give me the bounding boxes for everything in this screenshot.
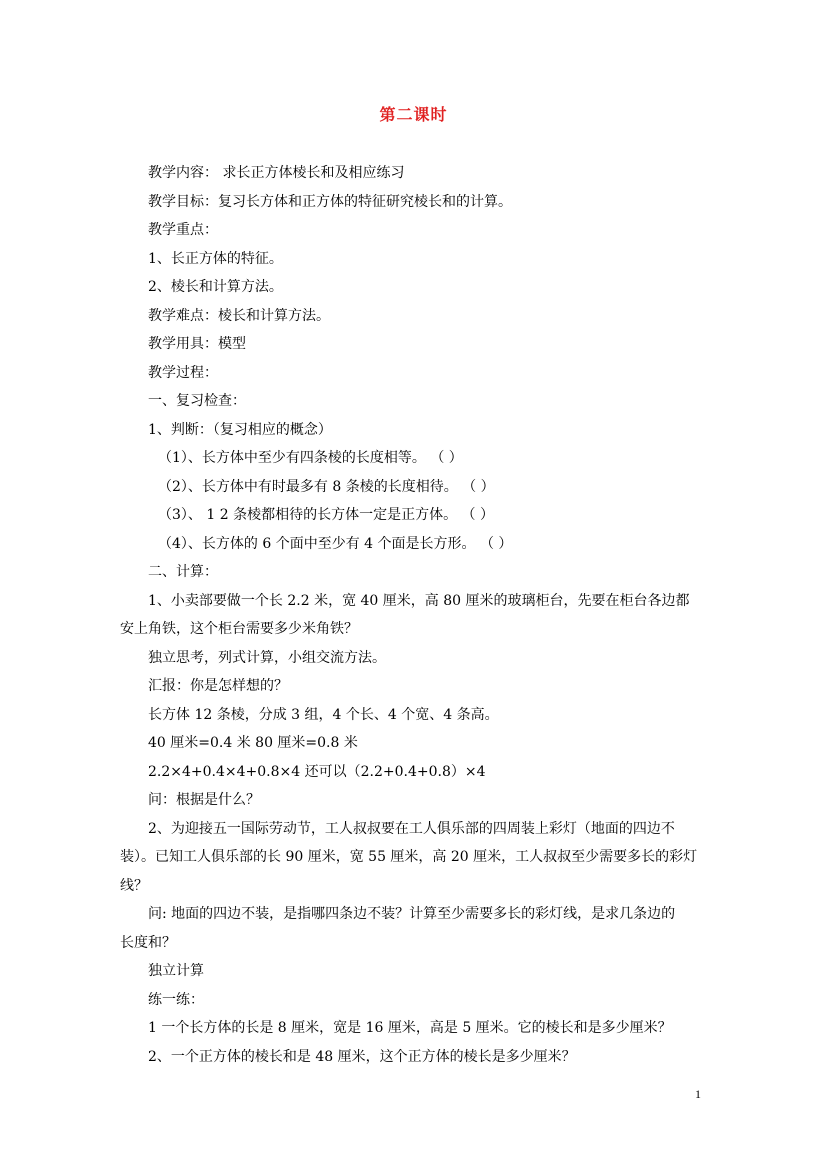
text-line-conversion: 40 厘米=0.4 米 80 厘米=0.8 米: [148, 735, 358, 751]
question-line-2: 长度和？: [120, 935, 176, 951]
text-line-key-points: 教学重点：: [148, 222, 218, 238]
page-title: 第二课时: [379, 105, 448, 124]
section-heading-review: 一、复习检查：: [148, 393, 246, 409]
text-line-process: 教学过程：: [148, 365, 218, 381]
problem-1-line-2: 安上角铁，这个柜台需要多少米角铁？: [120, 621, 358, 637]
text-line-difficulty: 教学难点：棱长和计算方法。: [148, 308, 330, 324]
judge-item-1: （1）、长方体中至少有四条棱的长度相等。 （ ）: [158, 450, 463, 466]
text-line-key-point-2: 2、棱长和计算方法。: [148, 279, 283, 295]
practice-item-2: 2、一个正方体的棱长和是 48 厘米，这个正方体的棱长是多少厘米？: [148, 1049, 576, 1065]
text-line-formula: 2.2×4+0.4×4+0.8×4 还可以（2.2+0.4+0.8）×4: [148, 764, 486, 780]
problem-2-line-2: 装）。已知工人俱乐部的长 90 厘米，宽 55 厘米，高 20 厘米，工人叔叔至少需要多长的彩灯: [120, 849, 698, 865]
judge-item-3: （3）、 1 2 条棱都相待的长方体一定是正方体。 （ ）: [158, 507, 494, 523]
problem-2-line-3: 线？: [120, 878, 148, 894]
judge-item-2: （2）、长方体中有时最多有 8 条棱的长度相待。 （ ）: [158, 479, 495, 495]
judge-item-4: （4）、长方体的 6 个面中至少有 4 个面是长方形。 （ ）: [158, 536, 513, 552]
question-line-1: 问: 地面的四边不装，是指哪四条边不装？计算至少需要多长的彩灯线，是求几条边的: [148, 906, 676, 922]
text-line-judge: 1、判断：（复习相应的概念）: [148, 422, 332, 438]
text-line-question: 问：根据是什么？: [148, 792, 260, 808]
practice-item-1: 1 一个长方体的长是 8 厘米，宽是 16 厘米，高是 5 厘米。它的棱长和是多少厘米？: [148, 1020, 672, 1036]
text-line-practice: 练一练：: [148, 992, 204, 1008]
text-line-think: 独立思考，列式计算，小组交流方法。: [148, 650, 386, 666]
page-number: 1: [695, 1087, 701, 1101]
text-line-content: 教学内容： 求长正方体棱长和及相应练习: [148, 165, 405, 181]
problem-2-line-1: 2、为迎接五一国际劳动节，工人叔叔要在工人俱乐部的四周装上彩灯（地面的四边不: [148, 821, 675, 837]
text-line-objective: 教学目标：复习长方体和正方体的特征研究棱长和的计算。: [148, 194, 512, 210]
text-line-key-point-1: 1、长正方体的特征。: [148, 251, 283, 267]
text-line-report: 汇报：你是怎样想的？: [148, 678, 288, 694]
section-heading-calculate: 二、计算：: [148, 564, 218, 580]
text-line-edges: 长方体 12 条棱，分成 3 组，4 个长、4 个宽、4 条高。: [148, 707, 499, 723]
problem-1-line-1: 1、小卖部要做一个长 2.2 米，宽 40 厘米，高 80 厘米的玻璃柜台，先要在柜台各边都: [148, 593, 690, 609]
text-line-tools: 教学用具：模型: [148, 336, 246, 352]
text-line-independent: 独立计算: [148, 963, 204, 979]
